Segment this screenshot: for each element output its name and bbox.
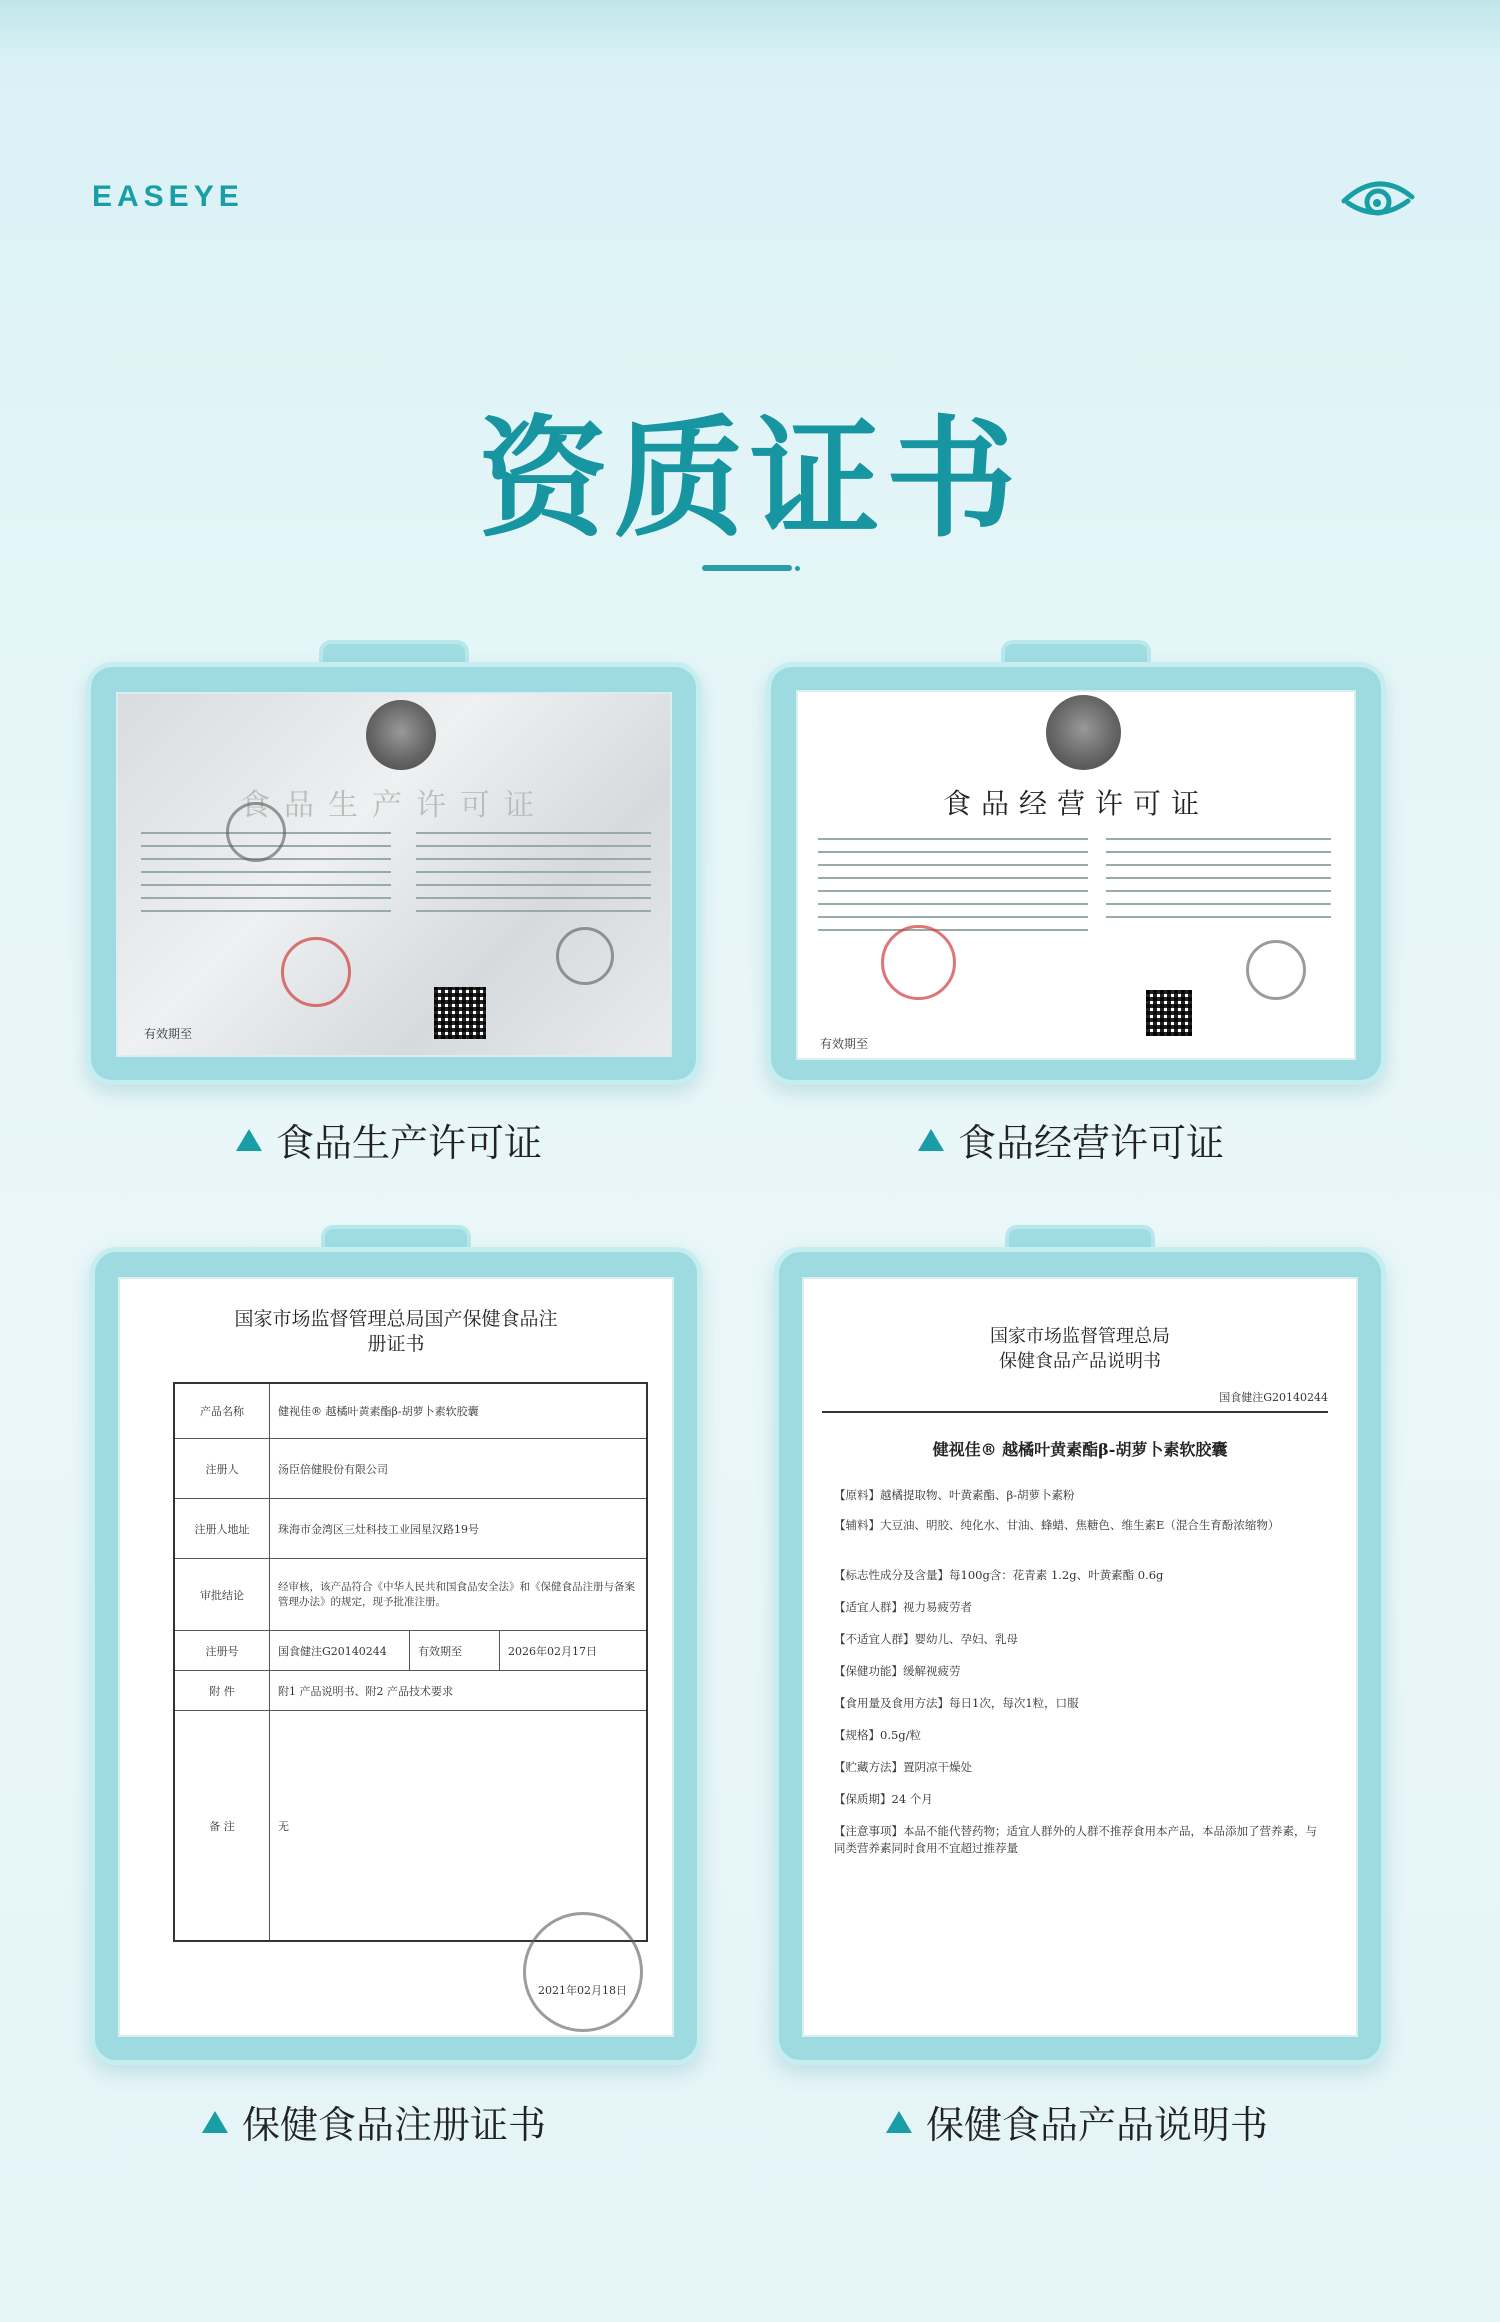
table-row: [175, 1711, 646, 1940]
table-cell: 健视佳® 越橘叶黄素酯β-胡萝卜素软胶囊: [278, 1405, 479, 1418]
table-row: [175, 1631, 646, 1671]
manual-line: 【原料】越橘提取物、叶黄素酯、β-胡萝卜素粉: [834, 1488, 1075, 1502]
certificate-frame-food-business: [766, 640, 1386, 1085]
official-stamp-grey-2: [226, 802, 286, 862]
caption-text: 食品生产许可证: [276, 1121, 543, 1165]
table-header-cell: 注册人: [175, 1439, 270, 1498]
eye-icon: [1340, 175, 1416, 221]
national-emblem: [366, 700, 436, 770]
official-stamp-grey: [556, 927, 614, 985]
certificate-title: 国家市场监督管理总局国产保健食品注册证书: [234, 1308, 558, 1355]
table-cell: 经审核，该产品符合《中华人民共和国食品安全法》和《保健食品注册与备案管理办法》的规定，现予批准注册。: [278, 1580, 635, 1608]
official-stamp: [523, 1912, 643, 2032]
triangle-icon: [202, 2111, 228, 2133]
registration-table: [173, 1382, 648, 1942]
caption-food-business: [918, 1112, 1224, 1167]
manual-line: 【贮藏方法】置阴凉干燥处: [834, 1760, 972, 1774]
triangle-icon: [236, 1129, 262, 1151]
manual-title-line-1: 国家市场监督管理总局: [990, 1326, 1170, 1347]
caption-food-production: [236, 1112, 542, 1167]
table-header-cell: 注册人地址: [175, 1499, 270, 1558]
manual-line: 【辅料】大豆油、明胶、纯化水、甘油、蜂蜡、焦糖色、维生素E（混合生育酚浓缩物）: [834, 1518, 1280, 1532]
manual-line: 【不适宜人群】婴幼儿、孕妇、乳母: [834, 1632, 1018, 1646]
top-gradient-strip: [0, 0, 1500, 60]
caption-health-food-registration: [202, 2094, 546, 2149]
caption-text: 保健食品注册证书: [242, 2103, 547, 2147]
table-row: [175, 1439, 646, 1499]
certificate-paper: [802, 1277, 1358, 2037]
table-cell: 汤臣倍健股份有限公司: [278, 1462, 388, 1476]
certificate-paper: [116, 692, 672, 1057]
manual-line: 【食用量及食用方法】每日1次，每次1粒，口服: [834, 1696, 1079, 1710]
certificate-frame-health-food-manual: [774, 1225, 1386, 2065]
triangle-icon: [918, 1129, 944, 1151]
table-cell: 无: [278, 1819, 289, 1833]
table-cell: 有效期至: [410, 1631, 500, 1670]
certificate-text-lines-left: [818, 838, 1088, 942]
manual-line: 【标志性成分及含量】每100g含：花青素 1.2g、叶黄素酯 0.6g: [834, 1568, 1164, 1582]
manual-line: 【规格】0.5g/粒: [834, 1728, 922, 1742]
official-stamp: [281, 937, 351, 1007]
qr-code: [434, 987, 486, 1039]
table-cell: 珠海市金湾区三灶科技工业园星汉路19号: [278, 1522, 479, 1536]
qr-code: [1146, 990, 1192, 1036]
triangle-icon: [886, 2111, 912, 2133]
table-cell: 附1 产品说明书、附2 产品技术要求: [278, 1684, 453, 1698]
title-underline: [702, 565, 792, 571]
national-emblem: [1046, 695, 1121, 770]
certificate-title: 食品生产许可证: [240, 788, 548, 823]
table-header-cell: 产品名称: [175, 1384, 270, 1438]
manual-line: 【适宜人群】视力易疲劳者: [834, 1600, 972, 1614]
table-header-cell: 备 注: [175, 1711, 270, 1940]
caption-text: 食品经营许可证: [958, 1121, 1225, 1165]
table-row: [175, 1384, 646, 1439]
official-stamp-grey: [1246, 940, 1306, 1000]
registration-number: 国食健注G20140244: [1219, 1391, 1328, 1404]
certificate-text-lines-right: [416, 832, 651, 923]
valid-until-label: 有效期至: [144, 1027, 193, 1041]
manual-line: 【保健功能】缓解视疲劳: [834, 1664, 961, 1678]
stamp-date: 2021年02月18日: [538, 1984, 627, 1997]
official-stamp: [881, 925, 956, 1000]
certificate-frame-health-food-registration: [90, 1225, 702, 2065]
caption-health-food-manual: [886, 2094, 1268, 2149]
manual-title-line-2: 保健食品产品说明书: [999, 1351, 1161, 1372]
product-name: 健视佳® 越橘叶黄素酯β-胡萝卜素软胶囊: [932, 1440, 1228, 1459]
table-cell: 国食健注G20140244: [270, 1631, 410, 1670]
manual-line: 【注意事项】本品不能代替药物；适宜人群外的人群不推荐食用本产品，本品添加了营养素，与同类营养素同时食用不宜超过推荐量: [834, 1824, 1317, 1856]
certificate-title: 食品经营许可证: [942, 787, 1209, 820]
table-cell: 2026年02月17日: [508, 1644, 597, 1658]
brand-logo: EASEYE: [92, 180, 244, 213]
manual-line: 【保质期】24 个月: [834, 1792, 933, 1806]
certificate-paper: [118, 1277, 674, 2037]
title-underline-dot: [795, 566, 800, 571]
certificate-paper: [796, 690, 1356, 1060]
table-row: [175, 1499, 646, 1559]
page-title: 资质证书: [477, 403, 1022, 555]
certificate-frame-food-production: [86, 640, 701, 1085]
valid-until-label: 有效期至: [820, 1037, 869, 1051]
table-row: [175, 1671, 646, 1711]
caption-text: 保健食品产品说明书: [926, 2103, 1269, 2147]
table-row: [175, 1559, 646, 1631]
table-header-cell: 附 件: [175, 1671, 270, 1710]
certificate-text-lines-right: [1106, 838, 1331, 929]
table-header-cell: 审批结论: [175, 1559, 270, 1630]
table-header-cell: 注册号: [175, 1631, 270, 1670]
divider: [822, 1411, 1328, 1413]
